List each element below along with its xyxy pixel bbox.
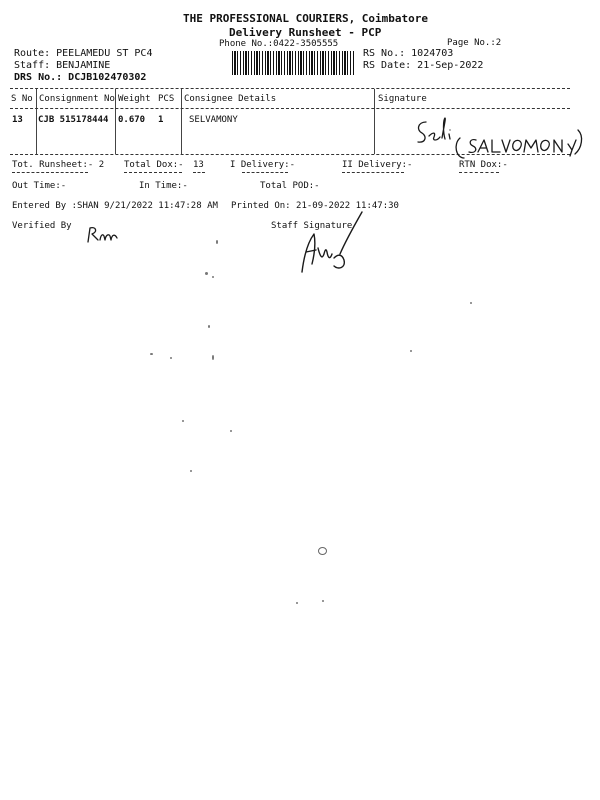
scan-speck [410, 350, 412, 352]
scan-speck [322, 600, 324, 602]
i-delivery: I Delivery:- [230, 160, 296, 170]
phone-number: Phone No.:0422-3505555 [219, 39, 339, 49]
scan-speck [212, 355, 214, 360]
rs-number: RS No.: 1024703 [363, 48, 454, 59]
total-dox-value: 13 [193, 160, 204, 170]
total-runsheet: Tot. Runsheet:- 2 [12, 160, 105, 170]
row-weight: 0.670 [118, 115, 146, 125]
underline-runsheet [12, 172, 88, 173]
table-top-border [10, 88, 570, 89]
scan-speck [296, 602, 298, 604]
scan-speck [170, 357, 172, 359]
scan-speck [212, 276, 214, 278]
header-weight: Weight [118, 94, 151, 104]
staff-signature-image [294, 204, 366, 276]
row-consignment: CJB 515178444 [38, 115, 109, 125]
row-consignee: SELVAMONY [189, 115, 238, 125]
scan-speck [182, 420, 184, 422]
row-sno: 13 [12, 115, 23, 125]
col-divider-1 [36, 89, 37, 154]
drs-number: DRS No.: DCJB102470302 [14, 72, 147, 83]
underline-rtn [459, 172, 499, 173]
scan-speck [216, 240, 218, 244]
col-divider-3 [181, 89, 182, 154]
scan-speck [150, 353, 153, 355]
header-sno: S No [11, 94, 33, 104]
out-time: Out Time:- [12, 181, 67, 191]
total-dox-label: Total Dox:- [124, 160, 184, 170]
underline-i-delivery [242, 172, 288, 173]
col-divider-2 [115, 89, 116, 154]
company-name: THE PROFESSIONAL COURIERS, Coimbatore [183, 12, 429, 25]
header-pcs: PCS [158, 94, 175, 104]
scan-speck [318, 547, 327, 555]
col-divider-4 [374, 89, 375, 154]
verified-by-initials-image [84, 224, 120, 244]
staff-signature-label: Staff Signature [271, 221, 353, 231]
document-title: Delivery Runsheet - PCP [229, 26, 382, 39]
scan-speck [230, 430, 232, 432]
row-pcs: 1 [158, 115, 164, 125]
ii-delivery: II Delivery:- [342, 160, 413, 170]
barcode-image [232, 51, 354, 75]
in-time: In Time:- [139, 181, 188, 191]
entered-by: Entered By :SHAN 9/21/2022 11:47:28 AM [12, 201, 218, 211]
rtn-dox: RTN Dox:- [459, 160, 508, 170]
verified-by-label: Verified By [12, 221, 72, 231]
staff-label: Staff: BENJAMINE [14, 60, 111, 71]
page-number: Page No.:2 [447, 38, 502, 48]
route-label: Route: PEELAMEDU ST PC4 [14, 48, 153, 59]
header-consignee: Consignee Details [184, 94, 277, 104]
printed-on: Printed On: 21-09-2022 11:47:30 [231, 201, 399, 211]
total-pod: Total POD:- [260, 181, 320, 191]
rs-date: RS Date: 21-Sep-2022 [363, 60, 484, 71]
underline-dox-value [193, 172, 205, 173]
scan-speck [208, 325, 210, 328]
header-signature: Signature [378, 94, 427, 104]
underline-ii-delivery [342, 172, 404, 173]
header-bottom-border [10, 108, 570, 109]
scan-speck [205, 272, 208, 275]
header-consignment: Consignment No [39, 94, 115, 104]
underline-dox [124, 172, 182, 173]
scan-speck [470, 302, 472, 304]
scan-speck [190, 470, 192, 472]
